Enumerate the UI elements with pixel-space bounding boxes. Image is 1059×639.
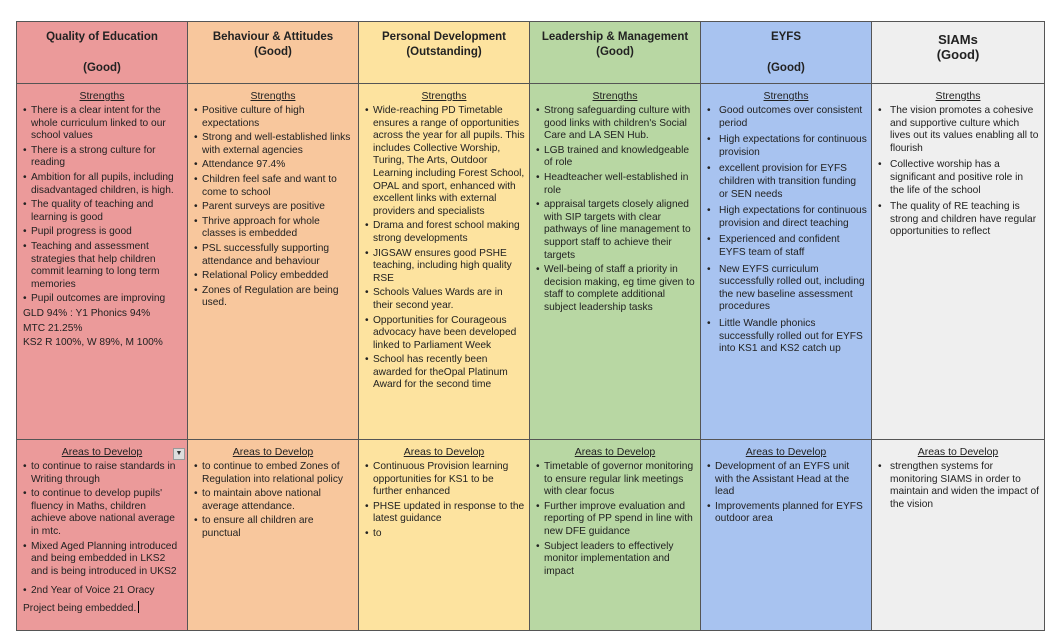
header-title: Quality of Education: [46, 31, 158, 43]
develop-heading: Areas to Develop: [232, 446, 314, 458]
strengths-heading: Strengths: [79, 90, 125, 102]
strengths-cell-eyfs[interactable]: [701, 84, 872, 440]
develop-heading: Areas to Develop: [745, 446, 827, 458]
list-item: • PHSE updated in response to the latest guidance: [365, 501, 525, 526]
develop-list: [701, 461, 871, 526]
develop-cell-siams[interactable]: [872, 440, 1045, 631]
strengths-heading: Strengths: [250, 90, 296, 102]
list-item: • Positive culture of high expectations: [194, 105, 354, 130]
list-item: • Teaching and assessment strategies that help children commit learning to long term memories: [23, 241, 183, 291]
strengths-list: [188, 105, 358, 310]
list-item: • Schools Values Wards are in their second year.: [365, 287, 525, 312]
header-title: Personal Development: [382, 31, 506, 43]
header-title: Behaviour & Attitudes: [212, 31, 334, 43]
list-item: • 2nd Year of Voice 21 Oracy Project being embedded.: [23, 585, 154, 614]
strengths-heading: Strengths: [763, 90, 809, 102]
strengths-heading: Strengths: [421, 90, 467, 102]
list-item: • The quality of RE teaching is strong and children have regular opportunities to reflect: [878, 201, 1040, 239]
header-row: [17, 22, 1045, 84]
list-item: • Children feel safe and want to come to school: [194, 174, 354, 199]
list-item: • JIGSAW ensures good PSHE teaching, including high quality RSE: [365, 248, 525, 286]
header-quality-of-education[interactable]: [17, 22, 188, 84]
header-title: SIAMs: [938, 32, 978, 47]
list-item: • to: [365, 528, 525, 541]
develop-list: [530, 461, 700, 578]
list-item: • School has recently been awarded for theOpal Platinum Award for the second time: [365, 354, 525, 392]
header-title: EYFS: [770, 31, 802, 43]
develop-cell-behaviour[interactable]: [188, 440, 359, 631]
list-item: • Well-being of staff a priority in decision making, eg time given to staff to complete additional subject leadership tasks: [536, 264, 696, 314]
list-item: • to continue to embed Zones of Regulation into relational policy: [194, 461, 354, 486]
develop-list: [872, 461, 1044, 511]
list-item: • Zones of Regulation are being used.: [194, 285, 354, 310]
header-siams[interactable]: [872, 22, 1045, 84]
develop-heading: Areas to Develop: [403, 446, 485, 458]
list-item: • New EYFS curriculum successfully rolled out, including the new baseline assessment procedures: [707, 264, 867, 314]
list-item: • Timetable of governor monitoring to ensure regular link meetings with clear focus: [536, 461, 696, 499]
strengths-cell-leadership[interactable]: [530, 84, 701, 440]
list-item: • High expectations for continuous provision: [707, 134, 867, 159]
header-title: Leadership & Management: [541, 31, 689, 43]
list-item: • Strong and well-established links with external agencies: [194, 132, 354, 157]
list-item: • strengthen systems for monitoring SIAMS in order to maintain and widen the impact of the vision: [878, 461, 1040, 511]
list-item: • Collective worship has a significant and positive role in the life of the school: [878, 159, 1040, 197]
list-item: • Development of an EYFS unit with the Assistant Head at the lead: [707, 461, 867, 499]
list-item: • Subject leaders to effectively monitor implementation and impact: [536, 541, 696, 579]
strengths-list: [530, 105, 700, 315]
list-item: • Drama and forest school making strong developments: [365, 220, 525, 245]
list-item: • Experienced and confident EYFS team of staff: [707, 234, 867, 259]
develop-cell-leadership[interactable]: [530, 440, 701, 631]
develop-cell-personal[interactable]: [359, 440, 530, 631]
develop-list: [17, 461, 187, 616]
list-item: • There is a clear intent for the whole curriculum linked to our school values: [23, 105, 183, 143]
develop-cell-quality[interactable]: [17, 440, 188, 631]
strengths-row: [17, 84, 1045, 440]
header-leadership-management[interactable]: [530, 22, 701, 84]
header-personal-development[interactable]: [359, 22, 530, 84]
header-grade: (Outstanding): [406, 46, 482, 58]
list-item: • appraisal targets closely aligned with SIP targets with clear pathways of line management to support staff to achieve their targets: [536, 199, 696, 262]
list-item: • to maintain above national average attendance.: [194, 488, 354, 513]
list-item: • Strong safeguarding culture with good links with children's Social Care and LA SEN Hub.: [536, 105, 696, 143]
list-item: • The vision promotes a cohesive and supportive culture which lives out its values enabling all to flourish: [878, 105, 1040, 155]
list-item: • excellent provision for EYFS children with transition funding or SEN needs: [707, 163, 867, 201]
header-grade: (Good): [767, 62, 805, 74]
list-item: • Thrive approach for whole classes is embedded: [194, 216, 354, 241]
list-item: • Relational Policy embedded: [194, 270, 354, 283]
develop-heading: Areas to Develop: [61, 446, 143, 458]
list-item: • Mixed Aged Planning introduced and being embedded in LKS2 and is being introduced in UKS2: [23, 541, 183, 579]
list-item: • LGB trained and knowledgeable of role: [536, 145, 696, 170]
header-eyfs[interactable]: [701, 22, 872, 84]
list-item: • Ambition for all pupils, including disadvantaged children, is high.: [23, 172, 183, 197]
strengths-cell-quality[interactable]: [17, 84, 188, 440]
ofsted-summary-table: [16, 21, 1045, 631]
list-item: • Pupil outcomes are improving: [23, 293, 183, 306]
strengths-cell-siams[interactable]: [872, 84, 1045, 440]
strengths-heading: Strengths: [935, 90, 981, 102]
list-item: GLD 94% : Y1 Phonics 94%: [23, 307, 151, 319]
list-item: • Opportunities for Courageous advocacy have been developed linked to Parliament Week: [365, 315, 525, 353]
list-item: • to continue to raise standards in Writing through: [23, 461, 183, 486]
list-item: • Parent surveys are positive: [194, 201, 354, 214]
list-item: • PSL successfully supporting attendance and behaviour: [194, 243, 354, 268]
header-grade: (Good): [596, 46, 634, 58]
develop-cell-eyfs[interactable]: [701, 440, 872, 631]
list-item: • Good outcomes over consistent period: [707, 105, 867, 130]
strengths-cell-behaviour[interactable]: [188, 84, 359, 440]
develop-list: [359, 461, 529, 541]
list-item: • to ensure all children are punctual: [194, 515, 354, 540]
header-grade: (Good): [254, 46, 292, 58]
list-item: • Continuous Provision learning opportunities for KS1 to be further enhanced: [365, 461, 525, 499]
list-item: • Wide-reaching PD Timetable ensures a range of opportunities across the year for all pupils. This includes Collective Worship, Turing, The Arts, Outdoor Learning including Forest School, OPAL and sport, enhanced with excellent links with external providers and specialists: [365, 105, 525, 218]
strengths-list: [701, 105, 871, 356]
develop-list: [188, 461, 358, 541]
strengths-list: [359, 105, 529, 392]
strengths-list: [872, 105, 1044, 239]
list-item: MTC 21.25%: [23, 322, 83, 334]
develop-heading: Areas to Develop: [574, 446, 656, 458]
list-item: • Pupil progress is good: [23, 226, 183, 239]
outcomes-list: [17, 308, 187, 350]
header-behaviour-attitudes[interactable]: [188, 22, 359, 84]
header-grade: (Good): [83, 62, 121, 74]
list-item: • Headteacher well-established in role: [536, 172, 696, 197]
strengths-cell-personal[interactable]: [359, 84, 530, 440]
strengths-list: [17, 105, 187, 306]
list-item: KS2 R 100%, W 89%, M 100%: [23, 337, 163, 349]
list-item: • Little Wandle phonics successfully rolled out for EYFS into KS1 and KS2 catch up: [707, 318, 867, 356]
list-item: • High expectations for continuous provision and direct teaching: [707, 205, 867, 230]
list-item: • The quality of teaching and learning is good: [23, 199, 183, 224]
text-cursor: [138, 601, 139, 613]
chevron-down-icon[interactable]: ▼: [173, 448, 185, 460]
header-grade: (Good): [936, 47, 980, 62]
list-item: • to continue to develop pupils' fluency in Maths, children achieve above national average in mtc.: [23, 488, 183, 538]
strengths-heading: Strengths: [592, 90, 638, 102]
list-item: • There is a strong culture for reading: [23, 145, 183, 170]
list-item: • Improvements planned for EYFS outdoor area: [707, 501, 867, 526]
list-item: • Attendance 97.4%: [194, 159, 354, 172]
develop-heading: Areas to Develop: [917, 446, 999, 458]
list-item: • Further improve evaluation and reporting of PP spend in line with new DFE guidance: [536, 501, 696, 539]
develop-row: [17, 440, 1045, 631]
